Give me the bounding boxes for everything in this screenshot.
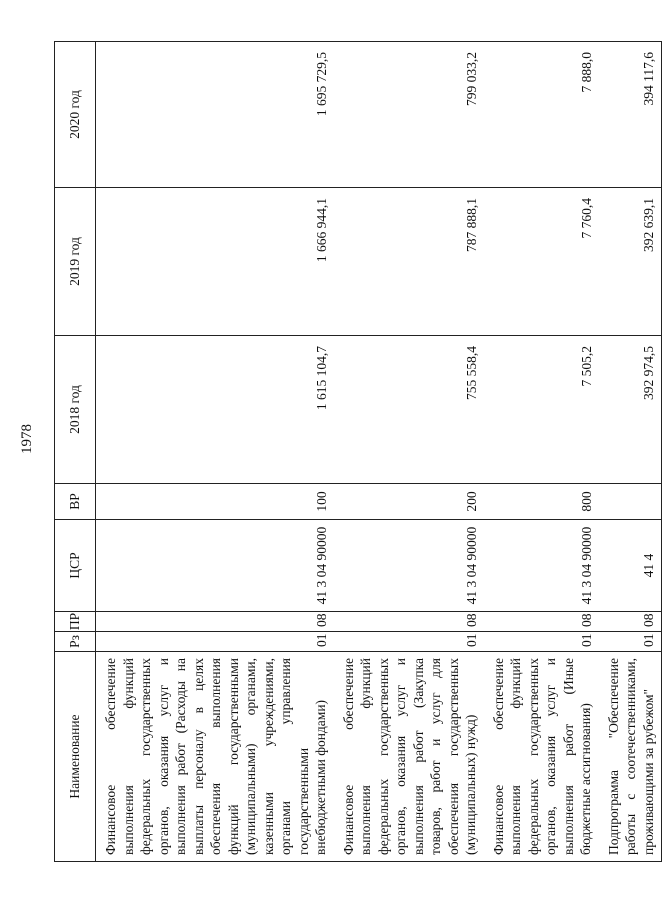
row-2018: 7 505,2 — [484, 336, 599, 484]
row-name: Подпрограмма "Обеспечение работы с соотечественниками, проживающими за рубежом" — [599, 652, 662, 862]
row-csr: 41 3 04 90000 — [334, 520, 484, 612]
row-2019: 1 666 944,1 — [96, 188, 334, 336]
budget-table-container — [54, 42, 656, 862]
budget-table — [54, 41, 662, 862]
row-name: Финансовое обеспечение выполнения функций федеральных государственных органов, оказания услуг и выполнения работ (Иные бюджетные ассигнования) — [484, 652, 599, 862]
page-number: 1978 — [19, 424, 35, 454]
header-pr: ПР — [55, 612, 96, 632]
row-vr: 200 — [334, 484, 484, 520]
row-2018: 1 615 104,7 — [96, 336, 334, 484]
header-name: Наименование — [55, 652, 96, 862]
table-row — [96, 42, 334, 862]
row-name: Финансовое обеспечение выполнения функций федеральных государственных органов, оказания услуг и выполнения работ (Расходы на выплаты персоналу в целях обеспечения выполнения функций государственными (муниципальными) органами, казенными учреждениями, органами управления государственными внебюджетными фондами) — [96, 652, 334, 862]
row-2019: 7 760,4 — [484, 188, 599, 336]
row-pr: 08 — [96, 612, 334, 632]
row-2020: 799 033,2 — [334, 42, 484, 188]
header-csr: ЦСР — [55, 520, 96, 612]
row-2018: 392 974,5 — [599, 336, 662, 484]
table-row — [484, 42, 599, 862]
row-2020: 7 888,0 — [484, 42, 599, 188]
row-csr: 41 3 04 90000 — [96, 520, 334, 612]
row-rz: 01 — [96, 632, 334, 652]
row-2018: 755 558,4 — [334, 336, 484, 484]
row-2020: 394 117,6 — [599, 42, 662, 188]
row-2019: 787 888,1 — [334, 188, 484, 336]
row-csr: 41 4 — [599, 520, 662, 612]
header-2020: 2020 год — [55, 42, 96, 188]
row-name: Финансовое обеспечение выполнения функций федеральных государственных органов, оказания услуг и выполнения работ (Закупка товаров, работ и услуг для обеспечения государственных (муниципальных) нужд) — [334, 652, 484, 862]
row-vr — [599, 484, 662, 520]
row-pr: 08 — [484, 612, 599, 632]
row-vr: 800 — [484, 484, 599, 520]
row-2020: 1 695 729,5 — [96, 42, 334, 188]
row-rz: 01 — [484, 632, 599, 652]
header-row — [55, 42, 96, 862]
row-rz: 01 — [599, 632, 662, 652]
row-pr: 08 — [334, 612, 484, 632]
header-2019: 2019 год — [55, 188, 96, 336]
row-2019: 392 639,1 — [599, 188, 662, 336]
header-rz: Рз — [55, 632, 96, 652]
row-csr: 41 3 04 90000 — [484, 520, 599, 612]
row-vr: 100 — [96, 484, 334, 520]
table-row — [334, 42, 484, 862]
header-vr: ВР — [55, 484, 96, 520]
row-pr: 08 — [599, 612, 662, 632]
row-rz: 01 — [334, 632, 484, 652]
table-row — [599, 42, 662, 862]
header-2018: 2018 год — [55, 336, 96, 484]
